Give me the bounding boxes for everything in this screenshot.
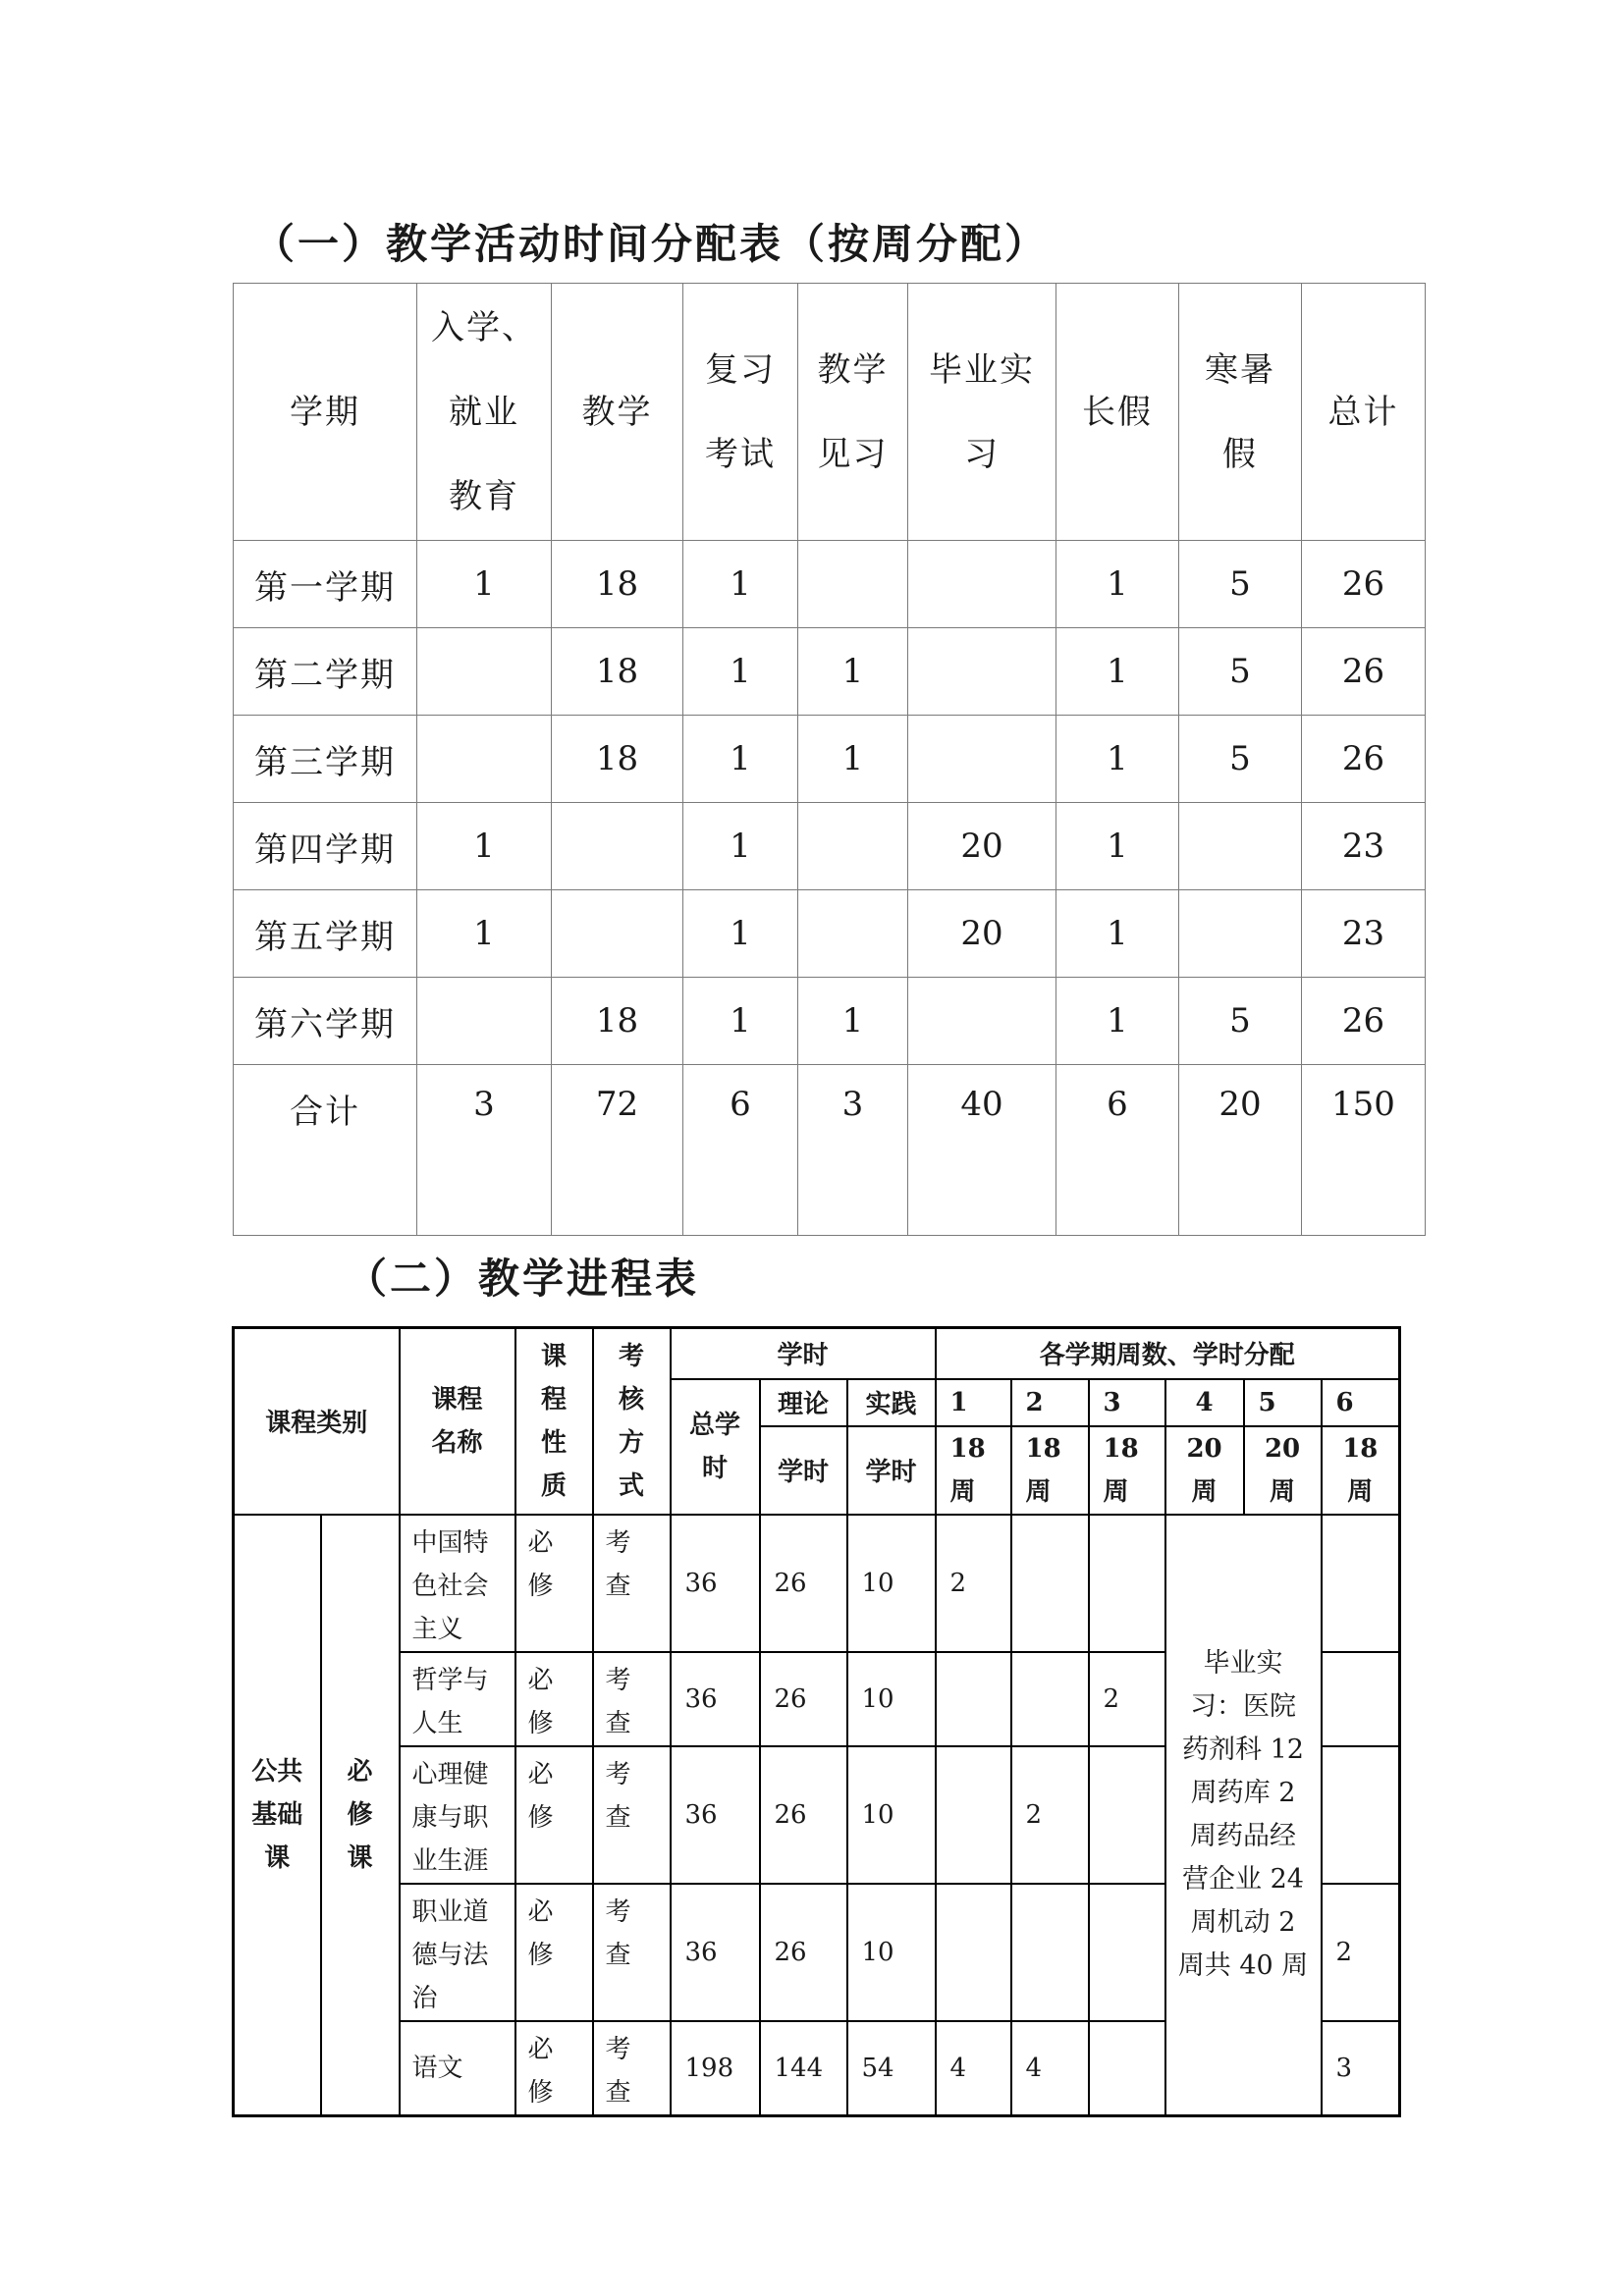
nature-line: 必	[527, 1527, 554, 1558]
header-text: 周	[1103, 1476, 1129, 1507]
value-cell	[908, 978, 1056, 1065]
value-cell: 1	[1056, 541, 1179, 628]
exam-line: 查	[605, 1802, 631, 1833]
practice-hours: 10	[847, 1652, 936, 1746]
term-2-hours: 4	[1011, 2021, 1089, 2116]
internship-line: 周药品经	[1190, 1820, 1297, 1851]
header-text: 总学	[689, 1410, 741, 1440]
table2-header-row	[234, 1328, 1400, 1379]
course-name-line: 人生	[411, 1708, 463, 1738]
term-cell: 第六学期	[234, 978, 417, 1065]
theory-hours: 26	[760, 1884, 847, 2021]
header-text: 性	[541, 1427, 568, 1458]
header-enrollment-education	[417, 284, 552, 541]
section-heading-1: （一）教学活动时间分配表（按周分配）	[253, 220, 1050, 268]
header-term: 学期	[234, 284, 417, 541]
theory-hours: 26	[760, 1652, 847, 1746]
exam-method	[593, 1652, 671, 1746]
course-name-line: 主义	[411, 1614, 463, 1644]
term-1-hours: 4	[936, 2021, 1011, 2116]
internship-note	[1165, 1515, 1322, 2116]
exam-line: 考	[605, 1527, 631, 1558]
value-cell: 1	[1056, 628, 1179, 716]
table-row	[234, 890, 1426, 978]
value-cell: 5	[1179, 716, 1302, 803]
header-hours: 学时	[671, 1328, 936, 1379]
header-text: 毕业实	[929, 349, 1035, 390]
theory-hours: 26	[760, 1746, 847, 1884]
teaching-progress-table	[232, 1326, 1401, 2117]
value-cell: 18	[552, 716, 683, 803]
header-total-hours	[671, 1379, 760, 1515]
category-text: 基础	[251, 1799, 303, 1830]
term-3-hours	[1089, 1515, 1165, 1652]
value-cell: 6	[1056, 1065, 1179, 1236]
subcategory-text: 必	[347, 1756, 373, 1787]
header-text: 18	[1103, 1433, 1139, 1464]
exam-method	[593, 1746, 671, 1884]
header-term-1: 1	[936, 1379, 1011, 1426]
internship-line: 周机动 2	[1190, 1906, 1296, 1938]
header-text: 时	[702, 1453, 729, 1483]
header-text: 见习	[817, 434, 889, 474]
term-1-hours	[936, 1746, 1011, 1884]
nature-line: 必	[527, 1759, 554, 1789]
value-cell: 1	[683, 541, 798, 628]
internship-line: 习：医院	[1190, 1690, 1297, 1722]
practice-hours: 10	[847, 1746, 936, 1884]
header-term-5: 5	[1244, 1379, 1322, 1426]
subcategory-text: 课	[347, 1842, 373, 1873]
header-text: 周	[1025, 1476, 1052, 1507]
header-text: 方	[619, 1427, 645, 1458]
course-name	[400, 1746, 515, 1884]
total-hours: 36	[671, 1884, 760, 2021]
table-row	[234, 803, 1426, 890]
term-cell: 第一学期	[234, 541, 417, 628]
value-cell: 1	[1056, 890, 1179, 978]
course-name	[400, 2021, 515, 2116]
exam-line: 查	[605, 2077, 631, 2108]
value-cell: 26	[1302, 978, 1426, 1065]
course-name-line: 业生涯	[411, 1845, 489, 1876]
value-cell: 1	[798, 628, 908, 716]
nature-line: 必	[527, 1896, 554, 1927]
total-label: 合计	[234, 1065, 417, 1236]
term-3-hours	[1089, 1884, 1165, 2021]
header-course-name	[400, 1328, 515, 1515]
term-6-hours	[1322, 1746, 1400, 1884]
header-weeks-5	[1244, 1426, 1322, 1515]
value-cell	[552, 803, 683, 890]
category-cell	[234, 1515, 321, 2116]
header-text: 课程	[431, 1384, 483, 1415]
header-text: 假	[1222, 434, 1258, 474]
category-text: 课	[264, 1842, 291, 1873]
time-allocation-table	[233, 283, 1426, 1236]
header-text: 周	[1347, 1476, 1374, 1507]
value-cell: 26	[1302, 541, 1426, 628]
term-1-hours: 2	[936, 1515, 1011, 1652]
header-text: 教育	[449, 476, 519, 516]
course-nature	[515, 1515, 593, 1652]
value-cell: 1	[417, 541, 552, 628]
value-cell: 18	[552, 978, 683, 1065]
table-row	[234, 716, 1426, 803]
value-cell: 20	[908, 803, 1056, 890]
course-nature	[515, 1884, 593, 2021]
header-text: 质	[541, 1470, 568, 1501]
table-total-row	[234, 1065, 1426, 1236]
header-text: 式	[619, 1470, 645, 1501]
term-6-hours	[1322, 1515, 1400, 1652]
value-cell: 1	[1056, 803, 1179, 890]
header-text: 核	[619, 1384, 645, 1415]
header-text: 入学、	[431, 307, 537, 347]
internship-line: 毕业实	[1203, 1647, 1283, 1679]
header-theory-unit: 学时	[760, 1426, 847, 1515]
section-heading-2: （二）教学进程表	[346, 1255, 700, 1303]
course-name-line: 职业道	[411, 1896, 489, 1927]
header-term-3: 3	[1089, 1379, 1165, 1426]
value-cell	[908, 628, 1056, 716]
value-cell: 26	[1302, 716, 1426, 803]
course-name-line: 语文	[411, 2053, 463, 2083]
course-name-line: 哲学与	[411, 1665, 489, 1695]
term-3-hours	[1089, 1746, 1165, 1884]
header-text: 20	[1186, 1433, 1222, 1464]
exam-method	[593, 2021, 671, 2116]
value-cell: 18	[552, 541, 683, 628]
header-term-2: 2	[1011, 1379, 1089, 1426]
header-text: 考试	[705, 434, 776, 474]
header-text: 课	[541, 1341, 568, 1371]
header-text: 周	[1191, 1476, 1218, 1507]
nature-line: 必	[527, 1665, 554, 1695]
header-text: 18	[949, 1433, 986, 1464]
header-text: 周	[949, 1476, 976, 1507]
value-cell: 1	[683, 628, 798, 716]
header-text: 18	[1342, 1433, 1379, 1464]
header-weeks-6	[1322, 1426, 1400, 1515]
exam-line: 查	[605, 1708, 631, 1738]
table1-header-row	[234, 284, 1426, 541]
nature-line: 修	[527, 2077, 554, 2108]
value-cell: 1	[1056, 716, 1179, 803]
practice-hours: 54	[847, 2021, 936, 2116]
header-weeks-2	[1011, 1426, 1089, 1515]
term-2-hours	[1011, 1652, 1089, 1746]
theory-hours: 144	[760, 2021, 847, 2116]
course-nature	[515, 1746, 593, 1884]
value-cell: 150	[1302, 1065, 1426, 1236]
header-weeks-3	[1089, 1426, 1165, 1515]
value-cell: 1	[683, 890, 798, 978]
header-total: 总计	[1302, 284, 1426, 541]
exam-line: 考	[605, 1759, 631, 1789]
internship-line: 药剂科 12	[1182, 1734, 1304, 1765]
term-3-hours	[1089, 2021, 1165, 2116]
header-weeks-4	[1165, 1426, 1244, 1515]
value-cell: 5	[1179, 978, 1302, 1065]
header-term-distribution: 各学期周数、学时分配	[936, 1328, 1400, 1379]
value-cell	[417, 628, 552, 716]
value-cell: 3	[798, 1065, 908, 1236]
header-text: 考	[619, 1341, 645, 1371]
value-cell: 72	[552, 1065, 683, 1236]
header-exam-method	[593, 1328, 671, 1515]
course-name-line: 德与法	[411, 1940, 489, 1970]
value-cell: 1	[683, 803, 798, 890]
header-practice: 实践	[847, 1379, 936, 1426]
value-cell: 1	[417, 803, 552, 890]
term-1-hours	[936, 1884, 1011, 2021]
nature-line: 必	[527, 2034, 554, 2064]
term-cell: 第二学期	[234, 628, 417, 716]
value-cell: 3	[417, 1065, 552, 1236]
value-cell: 1	[798, 716, 908, 803]
header-text: 习	[964, 434, 1000, 474]
exam-line: 考	[605, 1896, 631, 1927]
internship-line: 营企业 24	[1182, 1863, 1304, 1895]
value-cell	[552, 890, 683, 978]
term-6-hours	[1322, 1652, 1400, 1746]
exam-line: 查	[605, 1940, 631, 1970]
total-hours: 36	[671, 1515, 760, 1652]
table-row	[234, 628, 1426, 716]
course-nature	[515, 2021, 593, 2116]
value-cell	[908, 541, 1056, 628]
course-name	[400, 1515, 515, 1652]
exam-line: 查	[605, 1571, 631, 1601]
term-cell: 第五学期	[234, 890, 417, 978]
course-name-line: 色社会	[411, 1571, 489, 1601]
exam-method	[593, 1884, 671, 2021]
value-cell: 20	[908, 890, 1056, 978]
course-name-line: 心理健	[411, 1759, 489, 1789]
term-3-hours: 2	[1089, 1652, 1165, 1746]
value-cell	[1179, 890, 1302, 978]
exam-method	[593, 1515, 671, 1652]
header-long-holiday: 长假	[1056, 284, 1179, 541]
subcategory-cell	[321, 1515, 400, 2116]
internship-line: 周共 40 周	[1177, 1949, 1309, 1981]
header-text: 周	[1270, 1476, 1296, 1507]
term-2-hours	[1011, 1884, 1089, 2021]
nature-line: 修	[527, 1802, 554, 1833]
course-name-line: 治	[411, 1983, 438, 2013]
course-nature	[515, 1652, 593, 1746]
header-text: 教学	[817, 349, 889, 390]
exam-line: 考	[605, 1665, 631, 1695]
header-internship	[908, 284, 1056, 541]
header-practice-unit: 学时	[847, 1426, 936, 1515]
practice-hours: 10	[847, 1515, 936, 1652]
value-cell	[908, 716, 1056, 803]
subcategory-text: 修	[347, 1799, 373, 1830]
header-observation	[798, 284, 908, 541]
value-cell: 6	[683, 1065, 798, 1236]
value-cell	[798, 541, 908, 628]
header-teaching: 教学	[552, 284, 683, 541]
total-hours: 36	[671, 1652, 760, 1746]
header-text: 就业	[449, 392, 519, 432]
header-text: 复习	[705, 349, 776, 390]
course-name	[400, 1884, 515, 2021]
value-cell: 26	[1302, 628, 1426, 716]
header-term-6: 6	[1322, 1379, 1400, 1426]
theory-hours: 26	[760, 1515, 847, 1652]
header-review-exam	[683, 284, 798, 541]
exam-line: 考	[605, 2034, 631, 2064]
total-hours: 36	[671, 1746, 760, 1884]
value-cell: 1	[798, 978, 908, 1065]
value-cell: 5	[1179, 541, 1302, 628]
value-cell	[417, 978, 552, 1065]
table-row	[234, 541, 1426, 628]
table-row	[234, 978, 1426, 1065]
total-hours: 198	[671, 2021, 760, 2116]
header-weeks-1	[936, 1426, 1011, 1515]
header-text: 程	[541, 1384, 568, 1415]
header-term-4: 4	[1165, 1379, 1244, 1426]
value-cell	[798, 803, 908, 890]
header-course-nature	[515, 1328, 593, 1515]
nature-line: 修	[527, 1571, 554, 1601]
course-name	[400, 1652, 515, 1746]
header-text: 18	[1025, 1433, 1061, 1464]
term-6-hours: 3	[1322, 2021, 1400, 2116]
value-cell: 1	[417, 890, 552, 978]
category-text: 公共	[251, 1756, 303, 1787]
course-name-line: 康与职	[411, 1802, 489, 1833]
value-cell: 40	[908, 1065, 1056, 1236]
term-1-hours	[936, 1652, 1011, 1746]
header-text: 名称	[431, 1427, 483, 1458]
term-6-hours: 2	[1322, 1884, 1400, 2021]
header-text: 寒暑	[1205, 349, 1275, 390]
value-cell	[417, 716, 552, 803]
nature-line: 修	[527, 1940, 554, 1970]
term-2-hours: 2	[1011, 1746, 1089, 1884]
value-cell: 18	[552, 628, 683, 716]
term-cell: 第三学期	[234, 716, 417, 803]
header-vacation	[1179, 284, 1302, 541]
value-cell: 5	[1179, 628, 1302, 716]
nature-line: 修	[527, 1708, 554, 1738]
term-cell: 第四学期	[234, 803, 417, 890]
header-text: 20	[1264, 1433, 1301, 1464]
value-cell: 1	[683, 716, 798, 803]
value-cell: 20	[1179, 1065, 1302, 1236]
internship-line: 周药库 2	[1190, 1777, 1296, 1808]
header-course-category: 课程类别	[234, 1328, 400, 1515]
value-cell: 1	[1056, 978, 1179, 1065]
term-2-hours	[1011, 1515, 1089, 1652]
value-cell: 23	[1302, 803, 1426, 890]
table-row	[234, 1515, 1400, 1652]
value-cell	[1179, 803, 1302, 890]
header-theory: 理论	[760, 1379, 847, 1426]
value-cell	[798, 890, 908, 978]
course-name-line: 中国特	[411, 1527, 489, 1558]
value-cell: 23	[1302, 890, 1426, 978]
practice-hours: 10	[847, 1884, 936, 2021]
value-cell: 1	[683, 978, 798, 1065]
